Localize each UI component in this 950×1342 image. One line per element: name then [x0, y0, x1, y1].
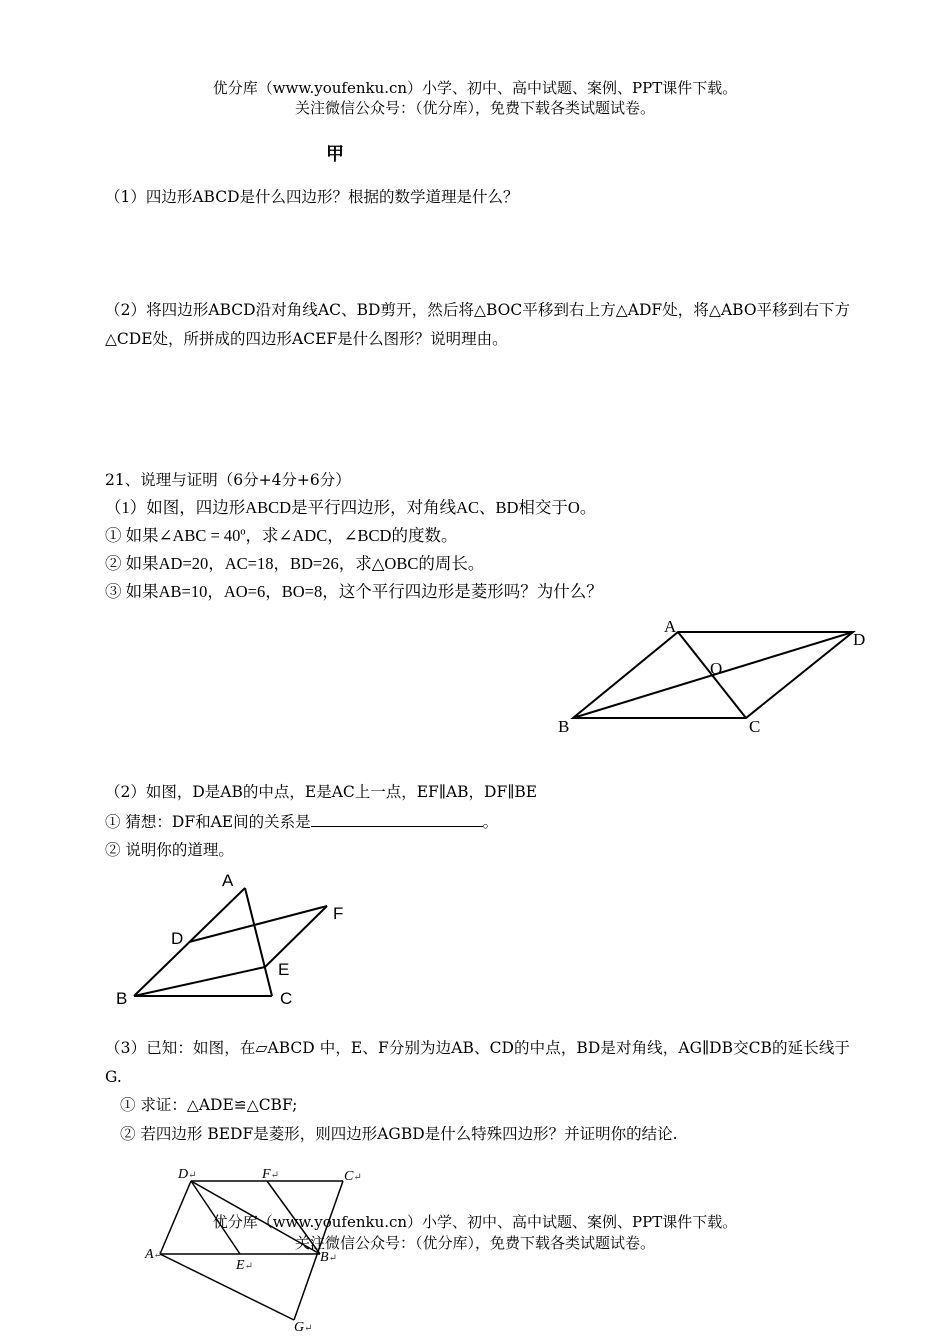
- q20-part1: （1）四边形ABCD是什么四边形？根据的数学道理是什么？: [105, 188, 519, 206]
- answer-blank[interactable]: [311, 810, 483, 827]
- segment-ag: [160, 1254, 294, 1320]
- q21-p1-intro: （1）如图，四边形ABCD是平行四边形，对角线AC、BD相交于O。: [105, 498, 597, 517]
- fig1-label-c: C: [749, 717, 761, 736]
- fig2-label-d: D: [171, 929, 184, 948]
- q21-p2-b: ② 说明你的道理。: [105, 841, 234, 859]
- figure-label-jia: 甲: [326, 144, 344, 165]
- fig2-label-b: B: [116, 989, 128, 1008]
- q21-p3-a: ① 求证：△ADE≌△CBF;: [120, 1096, 298, 1114]
- fig3-label-f: F↵: [262, 1167, 279, 1182]
- fig1-label-d: D: [853, 630, 866, 649]
- fig3-label-g: G↵: [294, 1320, 313, 1335]
- fig3-label-d: D↵: [178, 1167, 197, 1182]
- q21-p2-intro: （2）如图，D是AB的中点，E是AC上一点，EF∥AB，DF∥BE: [105, 783, 538, 801]
- fig1-label-b: B: [558, 717, 570, 736]
- q21-p1-c: ③ 如果AB=10，AO=6，BO=8，这个平行四边形是菱形吗？为什么？: [105, 582, 603, 601]
- fig2-label-f: F: [333, 904, 344, 923]
- q21-p1-b: ② 如果AD=20，AC=18，BD=26，求△OBC的周长。: [105, 554, 485, 573]
- figure-parallelogram-abcd: [540, 610, 880, 740]
- segment-ef: [265, 906, 327, 967]
- fig3-label-e: E↵: [236, 1258, 253, 1273]
- fig3-label-a: A↵: [145, 1247, 162, 1262]
- figure-triangle-abc: [105, 862, 365, 1012]
- segment-ac: [245, 888, 272, 996]
- footer-line-1: 优分库（www.youfenku.cn）小学、初中、高中试题、案例、PPT课件下载。: [212, 1213, 738, 1231]
- q21-p2-a-suffix: 。: [482, 813, 499, 831]
- q21-p2-a: [105, 810, 498, 833]
- q20-part2: （2）将四边形ABCD沿对角线AC、BD剪开，然后将△BOC平移到右上方△ADF处，将△ABO平移到右下方△CDE处，所拼成的四边形ACEF是什么图形？说明理由。: [105, 301, 850, 348]
- fig2-label-e: E: [278, 960, 290, 979]
- fig3-label-c: C↵: [344, 1169, 362, 1184]
- fig2-label-a: A: [222, 871, 234, 890]
- header-line-2: 关注微信公众号：（优分库），免费下载各类试题试卷。: [294, 99, 655, 117]
- q21-p3-intro: （3）已知：如图，在▱ABCD 中，E、F分别为边AB、CD的中点，BD是对角线，AG∥DB交CB的延长线于G.: [105, 1039, 850, 1086]
- q21-title: 21、说理与证明（6分+4分+6分）: [105, 471, 351, 489]
- fig2-label-c: C: [280, 989, 293, 1008]
- fig1-label-a: A: [664, 617, 677, 636]
- q21-p3-b: ② 若四边形 BEDF是菱形，则四边形AGBD是什么特殊四边形？并证明你的结论.: [120, 1125, 678, 1143]
- fig1-label-o: O: [710, 659, 723, 678]
- segment-be: [134, 967, 265, 996]
- q21-p1-a: ① 如果∠ABC = 40º，求∠ADC，∠BCD的度数。: [105, 526, 458, 545]
- footer-line-2: 关注微信公众号：（优分库），免费下载各类试题试卷。: [294, 1234, 655, 1252]
- fig3-label-b: B↵: [320, 1250, 337, 1265]
- q21-p2-a-prefix: ① 猜想：DF和AE间的关系是: [105, 813, 311, 831]
- header-line-1: 优分库（www.youfenku.cn）小学、初中、高中试题、案例、PPT课件下载。: [212, 79, 738, 97]
